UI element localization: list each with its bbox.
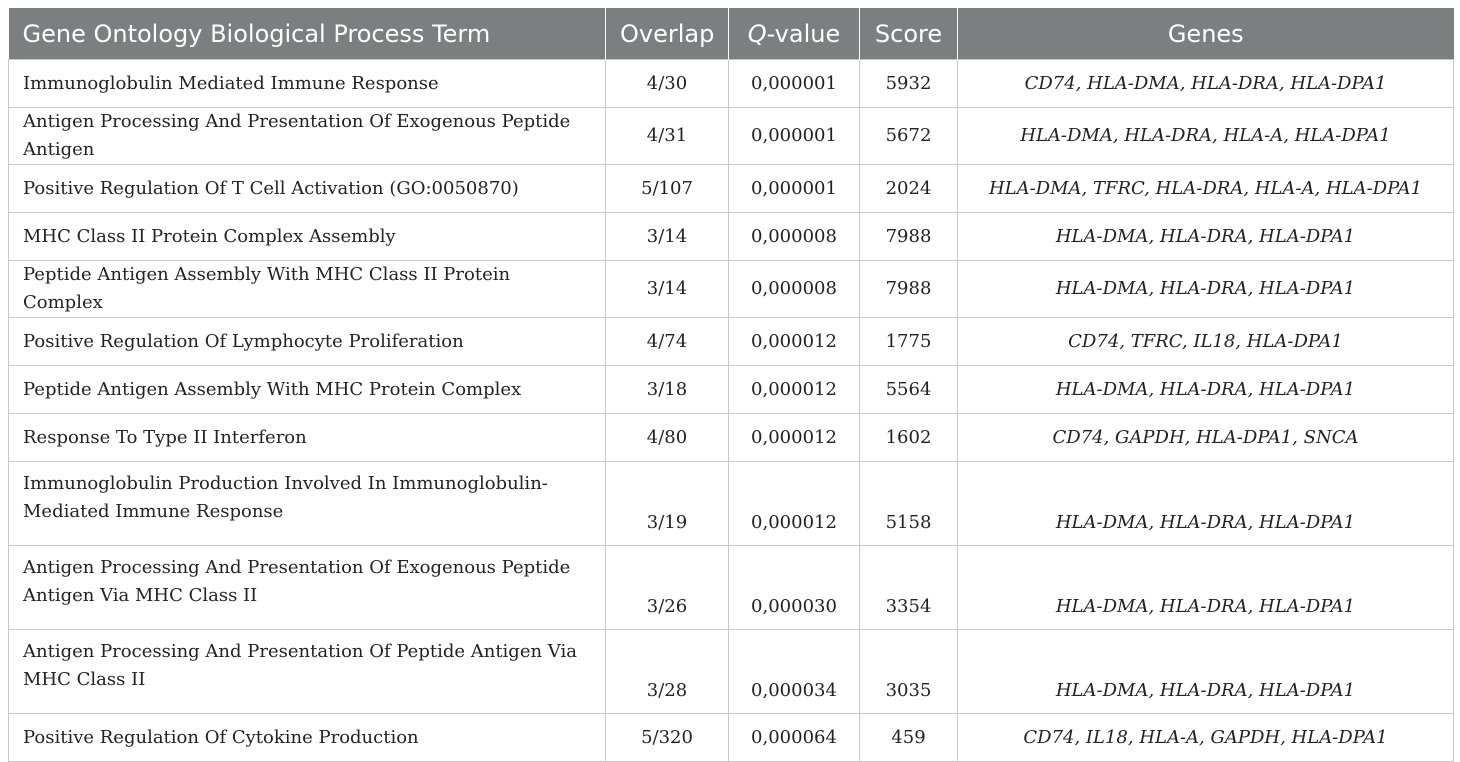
qvalue-cell: 0,000064 — [729, 714, 860, 762]
table-row — [9, 462, 1454, 546]
table-body — [9, 60, 1454, 762]
table-header — [9, 8, 1454, 60]
qvalue-cell: 0,000008 — [729, 213, 860, 261]
term-cell: Immunoglobulin Production Involved In Immunoglobulin-Mediated Immune Response — [9, 462, 606, 546]
header-row — [9, 8, 1454, 60]
genes-cell: HLA-DMA, HLA-DRA, HLA-DPA1 — [958, 462, 1454, 546]
term-cell: Response To Type II Interferon — [9, 414, 606, 462]
score-cell: 7988 — [860, 213, 958, 261]
term-cell: MHC Class II Protein Complex Assembly — [9, 213, 606, 261]
qvalue-cell: 0,000012 — [729, 462, 860, 546]
overlap-cell: 3/28 — [606, 630, 729, 714]
genes-cell: HLA-DMA, HLA-DRA, HLA-DPA1 — [958, 261, 1454, 318]
go-enrichment-table — [8, 8, 1454, 762]
term-cell: Antigen Processing And Presentation Of Exogenous Peptide Antigen Via MHC Class II — [9, 546, 606, 630]
score-cell: 7988 — [860, 261, 958, 318]
overlap-cell: 4/74 — [606, 318, 729, 366]
qvalue-cell: 0,000030 — [729, 546, 860, 630]
qvalue-cell: 0,000012 — [729, 414, 860, 462]
genes-cell: HLA-DMA, HLA-DRA, HLA-DPA1 — [958, 366, 1454, 414]
table-row — [9, 108, 1454, 165]
table-row — [9, 165, 1454, 213]
qvalue-cell: 0,000012 — [729, 318, 860, 366]
term-cell: Immunoglobulin Mediated Immune Response — [9, 60, 606, 108]
overlap-cell: 5/107 — [606, 165, 729, 213]
term-cell: Positive Regulation Of T Cell Activation (GO:0050870) — [9, 165, 606, 213]
header-overlap: Overlap — [606, 8, 729, 60]
overlap-cell: 3/14 — [606, 261, 729, 318]
table-row — [9, 261, 1454, 318]
term-cell: Positive Regulation Of Cytokine Production — [9, 714, 606, 762]
overlap-cell: 5/320 — [606, 714, 729, 762]
score-cell: 2024 — [860, 165, 958, 213]
score-cell: 1602 — [860, 414, 958, 462]
genes-cell: CD74, TFRC, IL18, HLA-DPA1 — [958, 318, 1454, 366]
table-row — [9, 318, 1454, 366]
table-row — [9, 414, 1454, 462]
qvalue-cell: 0,000001 — [729, 60, 860, 108]
header-qvalue — [729, 8, 860, 60]
genes-cell: CD74, HLA-DMA, HLA-DRA, HLA-DPA1 — [958, 60, 1454, 108]
table-row — [9, 213, 1454, 261]
score-cell: 5932 — [860, 60, 958, 108]
genes-cell: CD74, IL18, HLA-A, GAPDH, HLA-DPA1 — [958, 714, 1454, 762]
term-cell: Antigen Processing And Presentation Of Exogenous Peptide Antigen — [9, 108, 606, 165]
term-cell: Antigen Processing And Presentation Of Peptide Antigen Via MHC Class II — [9, 630, 606, 714]
score-cell: 5672 — [860, 108, 958, 165]
overlap-cell: 3/14 — [606, 213, 729, 261]
overlap-cell: 3/19 — [606, 462, 729, 546]
genes-cell: HLA-DMA, HLA-DRA, HLA-DPA1 — [958, 213, 1454, 261]
overlap-cell: 4/30 — [606, 60, 729, 108]
term-cell: Peptide Antigen Assembly With MHC Class II Protein Complex — [9, 261, 606, 318]
genes-cell: HLA-DMA, HLA-DRA, HLA-DPA1 — [958, 546, 1454, 630]
qvalue-cell: 0,000034 — [729, 630, 860, 714]
qvalue-cell: 0,000001 — [729, 108, 860, 165]
term-cell: Positive Regulation Of Lymphocyte Proliferation — [9, 318, 606, 366]
genes-cell: HLA-DMA, HLA-DRA, HLA-DPA1 — [958, 630, 1454, 714]
score-cell: 5158 — [860, 462, 958, 546]
score-cell: 459 — [860, 714, 958, 762]
overlap-cell: 3/26 — [606, 546, 729, 630]
header-term: Gene Ontology Biological Process Term — [9, 8, 606, 60]
header-qvalue-rest: -value — [766, 19, 841, 48]
score-cell: 3354 — [860, 546, 958, 630]
genes-cell: CD74, GAPDH, HLA-DPA1, SNCA — [958, 414, 1454, 462]
table-row — [9, 546, 1454, 630]
qvalue-cell: 0,000001 — [729, 165, 860, 213]
genes-cell: HLA-DMA, HLA-DRA, HLA-A, HLA-DPA1 — [958, 108, 1454, 165]
overlap-cell: 3/18 — [606, 366, 729, 414]
overlap-cell: 4/80 — [606, 414, 729, 462]
score-cell: 3035 — [860, 630, 958, 714]
qvalue-cell: 0,000012 — [729, 366, 860, 414]
term-cell: Peptide Antigen Assembly With MHC Protein Complex — [9, 366, 606, 414]
score-cell: 1775 — [860, 318, 958, 366]
table-row — [9, 366, 1454, 414]
qvalue-cell: 0,000008 — [729, 261, 860, 318]
overlap-cell: 4/31 — [606, 108, 729, 165]
header-qvalue-italic: Q — [747, 19, 767, 48]
genes-cell: HLA-DMA, TFRC, HLA-DRA, HLA-A, HLA-DPA1 — [958, 165, 1454, 213]
table-row — [9, 60, 1454, 108]
table-row — [9, 630, 1454, 714]
table-row — [9, 714, 1454, 762]
score-cell: 5564 — [860, 366, 958, 414]
header-score: Score — [860, 8, 958, 60]
header-genes: Genes — [958, 8, 1454, 60]
